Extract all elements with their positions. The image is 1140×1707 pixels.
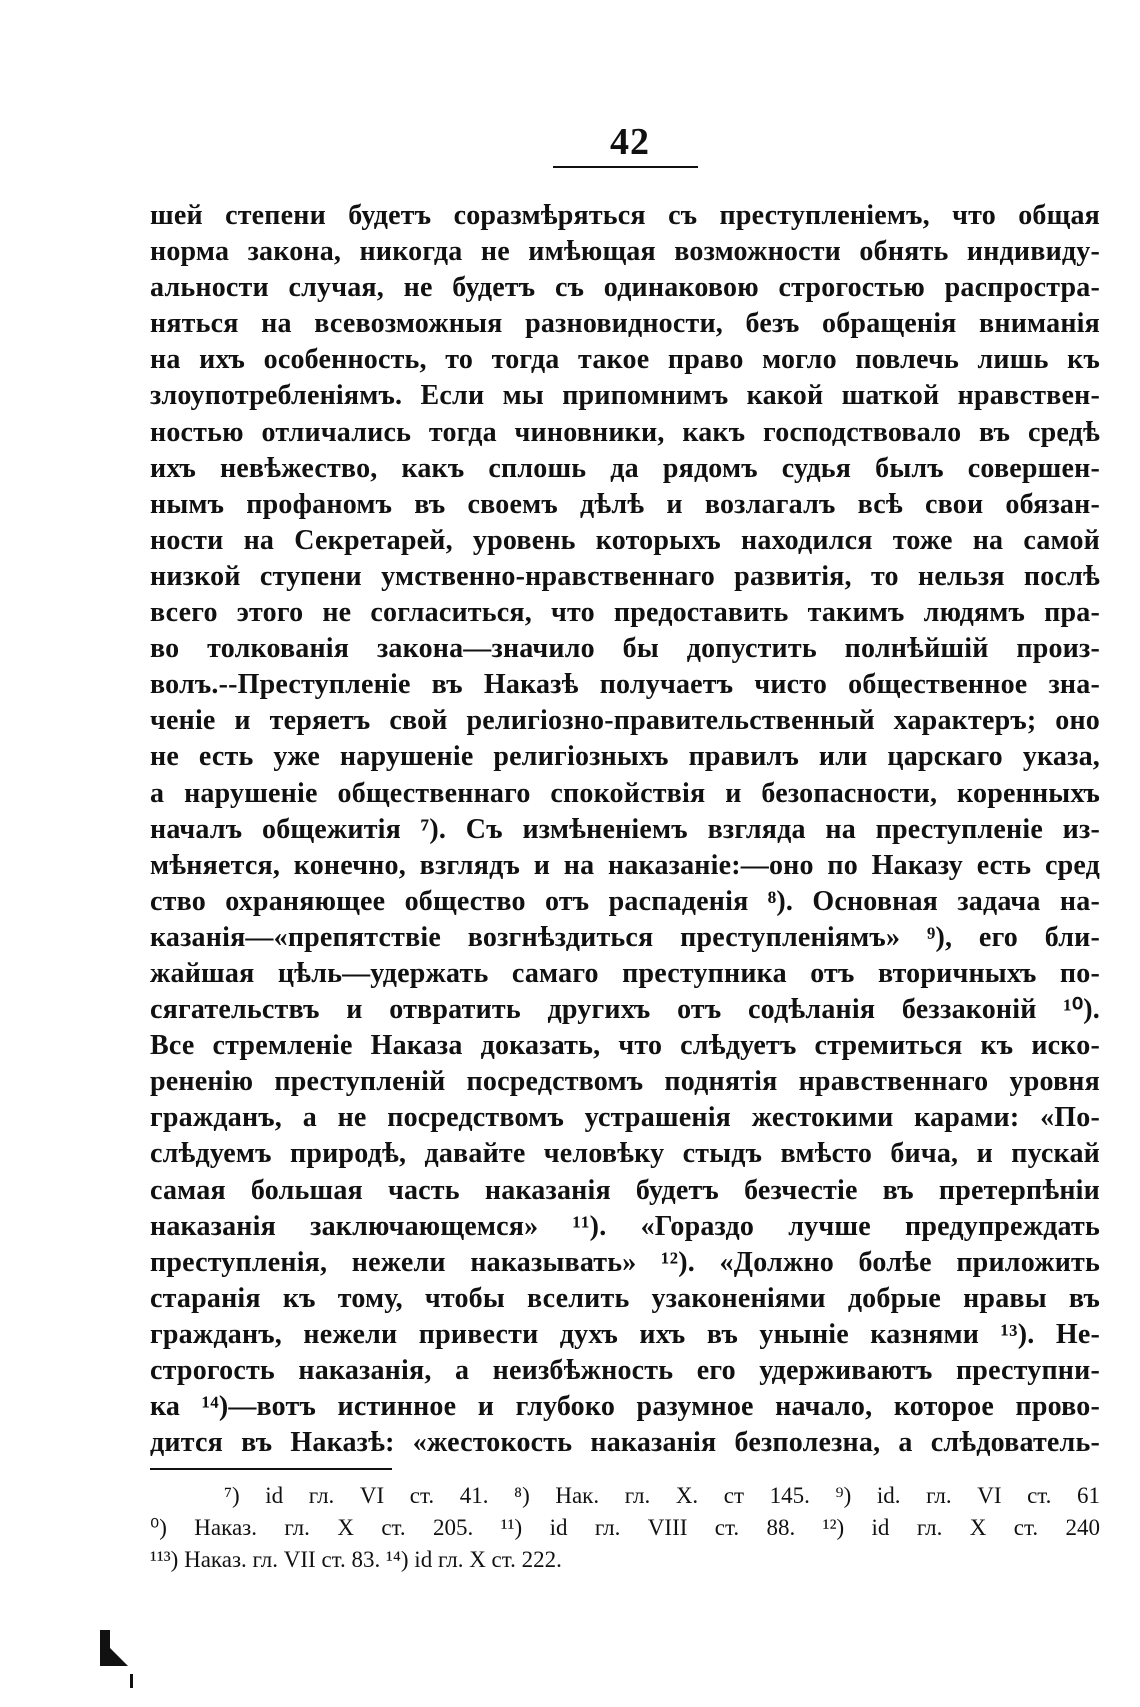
text-line: волъ.--Преступленіе въ Наказѣ получаетъ чисто общественное зна-: [150, 669, 1100, 701]
text-line: наказанія заключающемся» ¹¹). «Гораздо лучше предупреждать: [150, 1210, 1100, 1242]
text-line: злоупотребленіямъ. Если мы припомнимъ какой шаткой нравствен-: [150, 380, 1100, 412]
text-line: ности на Секретарей, уровень которыхъ находился тоже на самой: [150, 524, 1100, 556]
text-line: а нарушеніе общественнаго спокойствія и безопасности, коренныхъ: [150, 777, 1100, 809]
text-line: шей степени будетъ соразмѣряться съ преступленіемъ, что общая: [150, 200, 1100, 231]
text-line: во толкованія закона—значило бы допустить полнѣйшій произ-: [150, 633, 1100, 665]
text-line: ка ¹⁴)—вотъ истинное и глубоко разумное начало, которое прово-: [150, 1391, 1100, 1423]
text-line: Все стремленіе Наказа доказать, что слѣдуетъ стремиться къ иско-: [150, 1030, 1100, 1062]
text-line: старанія къ тому, чтобы вселить узаконеніями добрые нравы въ: [150, 1282, 1100, 1314]
text-line: норма закона, никогда не имѣющая возможности обнять индивиду-: [150, 236, 1100, 268]
text-line: слѣдуемъ природѣ, давайте человѣку стыдъ вмѣсто бича, и пускай: [150, 1138, 1100, 1170]
text-line: ихъ невѣжество, какъ сплошь да рядомъ судья былъ совершен-: [150, 452, 1100, 484]
text-line: гражданъ, а не посредствомъ устрашенія жестокими карами: «По-: [150, 1102, 1100, 1134]
text-line: самая большая часть наказанія будетъ безчестіе въ претерпѣніи: [150, 1174, 1100, 1206]
page-number-underline: [553, 166, 698, 168]
scan-artifact-tick: [130, 1674, 133, 1688]
text-line: ство охраняющее общество отъ распаденія ⁸). Основная задача на-: [150, 885, 1100, 917]
text-line: не есть уже нарушеніе религіозныхъ правилъ или царскаго указа,: [150, 741, 1100, 773]
text-line: рененію преступленій посредствомъ поднятія нравственнаго уровня: [150, 1066, 1100, 1098]
text-line: няться на всевозможныя разновидности, безъ обращенія вниманія: [150, 308, 1100, 340]
body-text: [150, 198, 1100, 1461]
text-line: всего этого не согласиться, что предоставить такимъ людямъ пра-: [150, 597, 1100, 629]
text-line: мѣняется, конечно, взглядъ и на наказаніе:—оно по Наказу есть сред: [150, 849, 1100, 881]
footnote-line: ⁰) Наказ. гл. X ст. 205. ¹¹) id гл. VIII ст. 88. ¹²) id гл. X ст. 240: [150, 1515, 1100, 1540]
text-line: казанія—«препятствіе возгнѣздиться преступленіямъ» ⁹), его бли-: [150, 921, 1100, 953]
text-line: сягательствъ и отвратить другихъ отъ содѣланія беззаконій ¹⁰).: [150, 994, 1100, 1026]
text-line: началъ общежитія ⁷). Съ измѣненіемъ взгляда на преступленіе из-: [150, 813, 1100, 845]
text-line: на ихъ особенность, то тогда такое право могло повлечь лишь къ: [150, 344, 1100, 376]
text-line: низкой ступени умственно-нравственнаго развитія, то нельзя послѣ: [150, 560, 1100, 592]
text-line: альности случая, не будетъ съ одинаковою строгостью распростра-: [150, 272, 1100, 304]
text-line: ченіе и теряетъ свой религіозно-правительственный характеръ; оно: [150, 705, 1100, 737]
text-line: преступленія, нежели наказывать» ¹²). «Должно болѣе приложить: [150, 1246, 1100, 1278]
text-line: жайшая цѣль—удержать самаго преступника отъ вторичныхъ по-: [150, 957, 1100, 989]
text-line: нымъ профаномъ въ своемъ дѣлѣ и возлагалъ всѣ свои обязан-: [150, 488, 1100, 520]
text-line: ностью отличались тогда чиновники, какъ господствовало въ средѣ: [150, 416, 1100, 448]
footnote-line: ⁷) id гл. VI ст. 41. ⁸) Нак. гл. X. ст 145. ⁹) id. гл. VI ст. 61: [224, 1483, 1100, 1508]
scan-artifact-mark: [100, 1630, 140, 1690]
footnote-line: ¹¹³) Наказ. гл. VII ст. 83. ¹⁴) id гл. X ст. 222.: [150, 1547, 562, 1572]
text-line: строгость наказанія, а неизбѣжность его удерживаютъ преступни-: [150, 1355, 1100, 1386]
footnote-separator: [150, 1468, 392, 1470]
text-line: дится въ Наказѣ: «жестокость наказанія безполезна, а слѣдователь-: [150, 1427, 1100, 1459]
footnotes: [150, 1480, 1100, 1576]
scan-artifact-shape: [100, 1630, 128, 1666]
text-line: гражданъ, нежели привести духъ ихъ въ уныніе казнями ¹³). Не-: [150, 1318, 1100, 1350]
page-number: 42: [610, 121, 650, 163]
